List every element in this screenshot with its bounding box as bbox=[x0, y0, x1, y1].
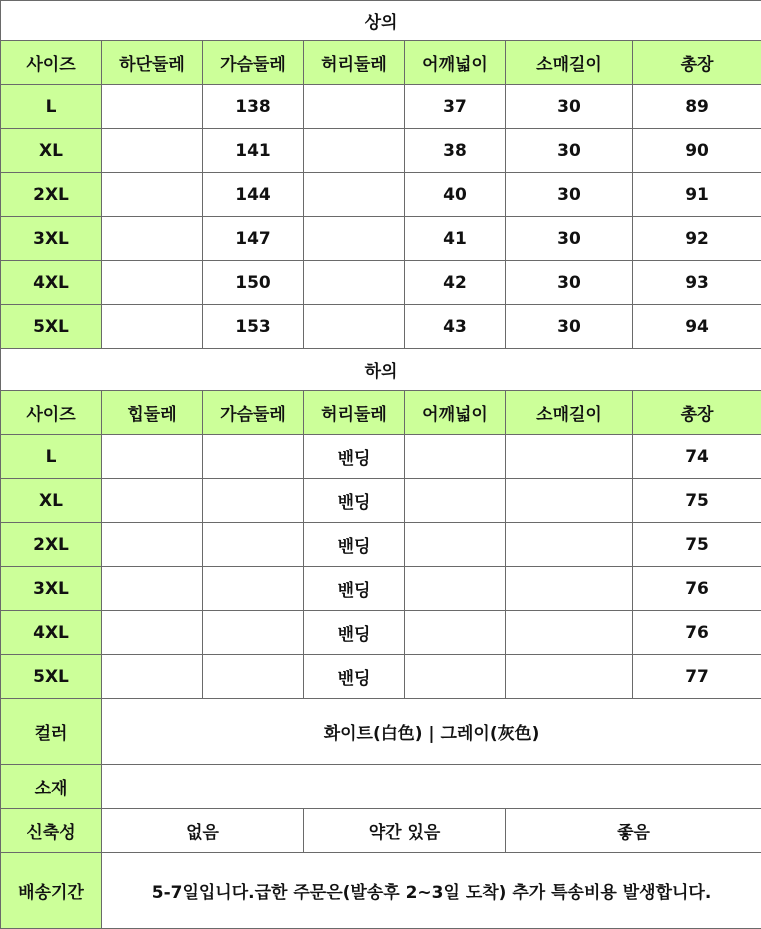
table-cell: 30 bbox=[506, 129, 633, 173]
table-cell bbox=[304, 85, 405, 129]
material-value bbox=[102, 765, 761, 809]
table-row bbox=[1, 523, 761, 567]
table-cell bbox=[506, 479, 633, 523]
table-row bbox=[1, 435, 761, 479]
table-cell: 42 bbox=[405, 261, 506, 305]
table-cell: 150 bbox=[203, 261, 304, 305]
table-cell bbox=[102, 129, 203, 173]
table-row bbox=[1, 85, 761, 129]
table-cell: 38 bbox=[405, 129, 506, 173]
table-row bbox=[1, 173, 761, 217]
table-cell bbox=[203, 523, 304, 567]
table-cell: 76 bbox=[633, 567, 761, 611]
top-header-cell: 어깨넓이 bbox=[405, 41, 506, 85]
table-cell bbox=[506, 567, 633, 611]
table-cell bbox=[405, 567, 506, 611]
table-cell bbox=[102, 173, 203, 217]
table-cell bbox=[506, 611, 633, 655]
bottom-size-cell: XL bbox=[1, 479, 102, 523]
table-cell: 밴딩 bbox=[304, 567, 405, 611]
color-label: 컬러 bbox=[1, 699, 102, 765]
table-cell bbox=[506, 655, 633, 699]
color-value: 화이트(白色) | 그레이(灰色) bbox=[102, 699, 761, 765]
top-header-cell: 총장 bbox=[633, 41, 761, 85]
top-header-row bbox=[1, 41, 761, 85]
table-cell bbox=[304, 217, 405, 261]
bottom-size-cell: 5XL bbox=[1, 655, 102, 699]
table-cell: 75 bbox=[633, 479, 761, 523]
table-cell bbox=[405, 435, 506, 479]
table-cell: 37 bbox=[405, 85, 506, 129]
top-header-cell: 가슴둘레 bbox=[203, 41, 304, 85]
top-header-cell: 소매길이 bbox=[506, 41, 633, 85]
bottom-title-row bbox=[1, 349, 761, 391]
table-row bbox=[1, 611, 761, 655]
top-size-cell: XL bbox=[1, 129, 102, 173]
top-size-cell: 5XL bbox=[1, 305, 102, 349]
table-cell bbox=[102, 567, 203, 611]
table-cell bbox=[506, 523, 633, 567]
bottom-size-cell: 3XL bbox=[1, 567, 102, 611]
table-cell bbox=[102, 305, 203, 349]
top-header-cell: 허리둘레 bbox=[304, 41, 405, 85]
color-row bbox=[1, 699, 761, 765]
top-size-cell: 4XL bbox=[1, 261, 102, 305]
shipping-value: 5-7일입니다.급한 주문은(발송후 2~3일 도착) 추가 특송비용 발생합니다. bbox=[102, 853, 761, 929]
table-cell: 밴딩 bbox=[304, 479, 405, 523]
bottom-header-cell: 힙둘레 bbox=[102, 391, 203, 435]
table-cell bbox=[203, 611, 304, 655]
table-cell bbox=[102, 85, 203, 129]
table-cell bbox=[203, 479, 304, 523]
table-cell bbox=[405, 655, 506, 699]
table-cell: 91 bbox=[633, 173, 761, 217]
table-row bbox=[1, 479, 761, 523]
bottom-header-row bbox=[1, 391, 761, 435]
table-row bbox=[1, 567, 761, 611]
table-cell bbox=[102, 479, 203, 523]
material-row bbox=[1, 765, 761, 809]
shipping-row bbox=[1, 853, 761, 929]
table-cell: 141 bbox=[203, 129, 304, 173]
table-cell: 94 bbox=[633, 305, 761, 349]
table-cell bbox=[102, 217, 203, 261]
table-cell bbox=[405, 611, 506, 655]
table-cell: 74 bbox=[633, 435, 761, 479]
top-header-cell: 사이즈 bbox=[1, 41, 102, 85]
stretch-option-slight: 약간 있음 bbox=[304, 809, 506, 853]
stretch-option-good: 좋음 bbox=[506, 809, 761, 853]
table-cell bbox=[506, 435, 633, 479]
table-cell: 93 bbox=[633, 261, 761, 305]
table-cell bbox=[203, 655, 304, 699]
table-cell bbox=[102, 261, 203, 305]
bottom-header-cell: 소매길이 bbox=[506, 391, 633, 435]
table-cell: 밴딩 bbox=[304, 655, 405, 699]
table-row bbox=[1, 305, 761, 349]
table-cell: 77 bbox=[633, 655, 761, 699]
table-cell bbox=[203, 567, 304, 611]
table-cell: 41 bbox=[405, 217, 506, 261]
table-cell: 147 bbox=[203, 217, 304, 261]
table-cell bbox=[304, 261, 405, 305]
table-cell: 30 bbox=[506, 85, 633, 129]
stretch-option-none: 없음 bbox=[102, 809, 304, 853]
table-cell bbox=[304, 305, 405, 349]
table-cell: 76 bbox=[633, 611, 761, 655]
bottom-header-cell: 총장 bbox=[633, 391, 761, 435]
table-cell: 밴딩 bbox=[304, 611, 405, 655]
table-cell bbox=[304, 129, 405, 173]
material-label: 소재 bbox=[1, 765, 102, 809]
bottom-section-title: 하의 bbox=[1, 349, 761, 391]
bottom-header-cell: 허리둘레 bbox=[304, 391, 405, 435]
table-cell: 40 bbox=[405, 173, 506, 217]
top-header-cell: 하단둘레 bbox=[102, 41, 203, 85]
table-row bbox=[1, 655, 761, 699]
table-cell bbox=[304, 173, 405, 217]
stretch-label: 신축성 bbox=[1, 809, 102, 853]
bottom-header-cell: 사이즈 bbox=[1, 391, 102, 435]
table-cell: 144 bbox=[203, 173, 304, 217]
bottom-header-cell: 가슴둘레 bbox=[203, 391, 304, 435]
top-title-row bbox=[1, 1, 761, 41]
table-cell: 75 bbox=[633, 523, 761, 567]
table-cell bbox=[102, 435, 203, 479]
shipping-label: 배송기간 bbox=[1, 853, 102, 929]
table-cell bbox=[405, 479, 506, 523]
top-size-cell: 3XL bbox=[1, 217, 102, 261]
table-cell bbox=[203, 435, 304, 479]
table-row bbox=[1, 129, 761, 173]
table-cell: 92 bbox=[633, 217, 761, 261]
table-cell bbox=[102, 523, 203, 567]
bottom-header-cell: 어깨넓이 bbox=[405, 391, 506, 435]
table-cell: 43 bbox=[405, 305, 506, 349]
top-size-cell: 2XL bbox=[1, 173, 102, 217]
table-row bbox=[1, 217, 761, 261]
table-cell bbox=[102, 655, 203, 699]
table-cell: 30 bbox=[506, 217, 633, 261]
table-row bbox=[1, 261, 761, 305]
table-cell: 30 bbox=[506, 305, 633, 349]
table-cell: 153 bbox=[203, 305, 304, 349]
table-cell: 밴딩 bbox=[304, 523, 405, 567]
table-cell: 30 bbox=[506, 173, 633, 217]
top-section-title: 상의 bbox=[1, 1, 761, 41]
bottom-size-cell: 2XL bbox=[1, 523, 102, 567]
stretch-row bbox=[1, 809, 761, 853]
table-cell: 89 bbox=[633, 85, 761, 129]
bottom-size-cell: 4XL bbox=[1, 611, 102, 655]
bottom-size-cell: L bbox=[1, 435, 102, 479]
table-cell bbox=[102, 611, 203, 655]
table-cell: 밴딩 bbox=[304, 435, 405, 479]
top-size-cell: L bbox=[1, 85, 102, 129]
table-cell: 90 bbox=[633, 129, 761, 173]
table-cell: 30 bbox=[506, 261, 633, 305]
table-cell bbox=[405, 523, 506, 567]
table-cell: 138 bbox=[203, 85, 304, 129]
